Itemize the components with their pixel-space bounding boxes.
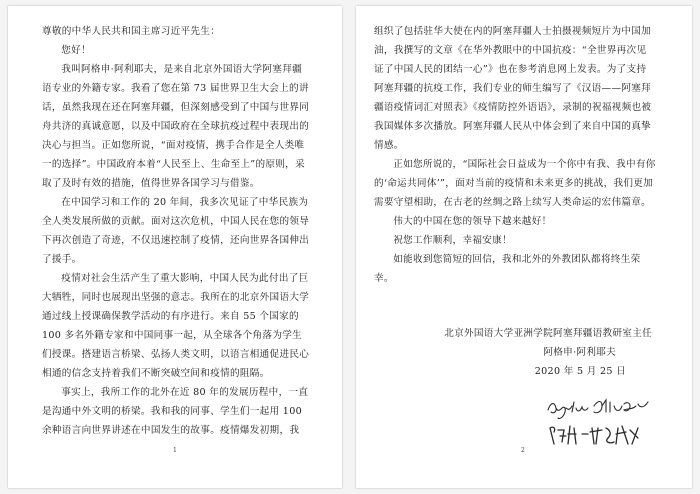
page-2-body	[374, 22, 656, 288]
paragraph: 祝您工作顺利，幸福安康！	[393, 235, 512, 246]
letter-page-1	[8, 6, 342, 488]
paragraph: 伟大的中国在您的领导下越来越好！	[393, 216, 552, 227]
salutation: 您好！	[61, 45, 91, 56]
letter-page-2	[356, 6, 692, 488]
paragraph: 在中国学习和工作的 20 年间，我多次见证了中华民族为全人类发展所做的贡献。面对这次危机，中国人民在您的领导下再次创造了奇迹，不仅迅速控制了疫情，还向世界各国伸出了援手。	[42, 197, 310, 265]
signature-name: 阿格申·阿利耶夫	[543, 347, 616, 358]
paragraph: 正如您所说的，“国际社会日益成为一个你中有我、我中有你的‘命运共同体’”，面对当前的疫情和未来更多的挑战，我们更加需要守望相助，在古老的丝绸之路上续写人类命运的宏伟篇章。	[374, 159, 656, 208]
signature-block	[444, 324, 652, 381]
paragraph: 疫情对社会生活产生了重大影响，中国人民为此付出了巨大牺牲，同时也展现出坚强的意志。我所在的北京外国语大学通过线上授课确保教学活动的有序进行。来自 55 个国家的 100 多名外籍专家和中国同事一起，从全球各个角落为学生们授课。搭建语言桥梁、弘扬人类文明，以语言相通促进民心相通的信念支持着我们不断突破空间和疫情的阻隔。	[42, 273, 310, 379]
greeting: 尊敬的中华人民共和国主席习近平先生：	[42, 26, 221, 37]
paragraph: 如能收到您简短的回信，我和北外的外教团队都将终生荣幸。	[374, 254, 641, 284]
handwritten-signature	[544, 394, 654, 456]
page-number: 1	[173, 447, 177, 454]
page-number: 2	[521, 447, 525, 454]
signature-org: 北京外国语大学亚洲学院阿塞拜疆语教研室主任	[444, 328, 652, 339]
page-1-body	[42, 22, 310, 440]
signature-date: 2020 年 5 月 25 日	[534, 366, 626, 377]
paragraph: 事实上，我所工作的北外在近 80 年的发展历程中，一直是沟通中外文明的桥梁。我和我的同事、学生们一起用 100 余种语言向世界讲述在中国发生的故事。疫情爆发初期，我	[42, 387, 309, 436]
paragraph: 我叫阿格申·阿利耶夫，是来自北京外国语大学阿塞拜疆语专业的外籍专家。我看了您在第 73 届世界卫生大会上的讲话，虽然我现在还在阿塞拜疆，但深刻感受到了中国与世界同舟共济的真诚意愿，以及中国政府在全球抗疫过程中表现出的决心与担当。正如您所说，“面对疫情，携手合作是全人类唯一的选择”。中国政府本着“人民至上、生命至上”的原则，采取了及时有效的措施，值得世界各国学习与借鉴。	[42, 64, 310, 189]
paragraph: 组织了包括驻华大使在内的阿塞拜疆人士拍摄视频短片为中国加油，我撰写的文章《在华外教眼中的中国抗疫：“全世界再次见证了中国人民的团结一心”》也在参考消息网上发表。为了支持阿塞拜疆的抗疫工作，我们专业的师生编写了《汉语——阿塞拜疆语疫情词汇对照表》《疫情防控外语语》，录制的祝福视频也被我国媒体多次播放。阿塞拜疆人民从中体会到了来自中国的真挚情感。	[374, 26, 652, 151]
